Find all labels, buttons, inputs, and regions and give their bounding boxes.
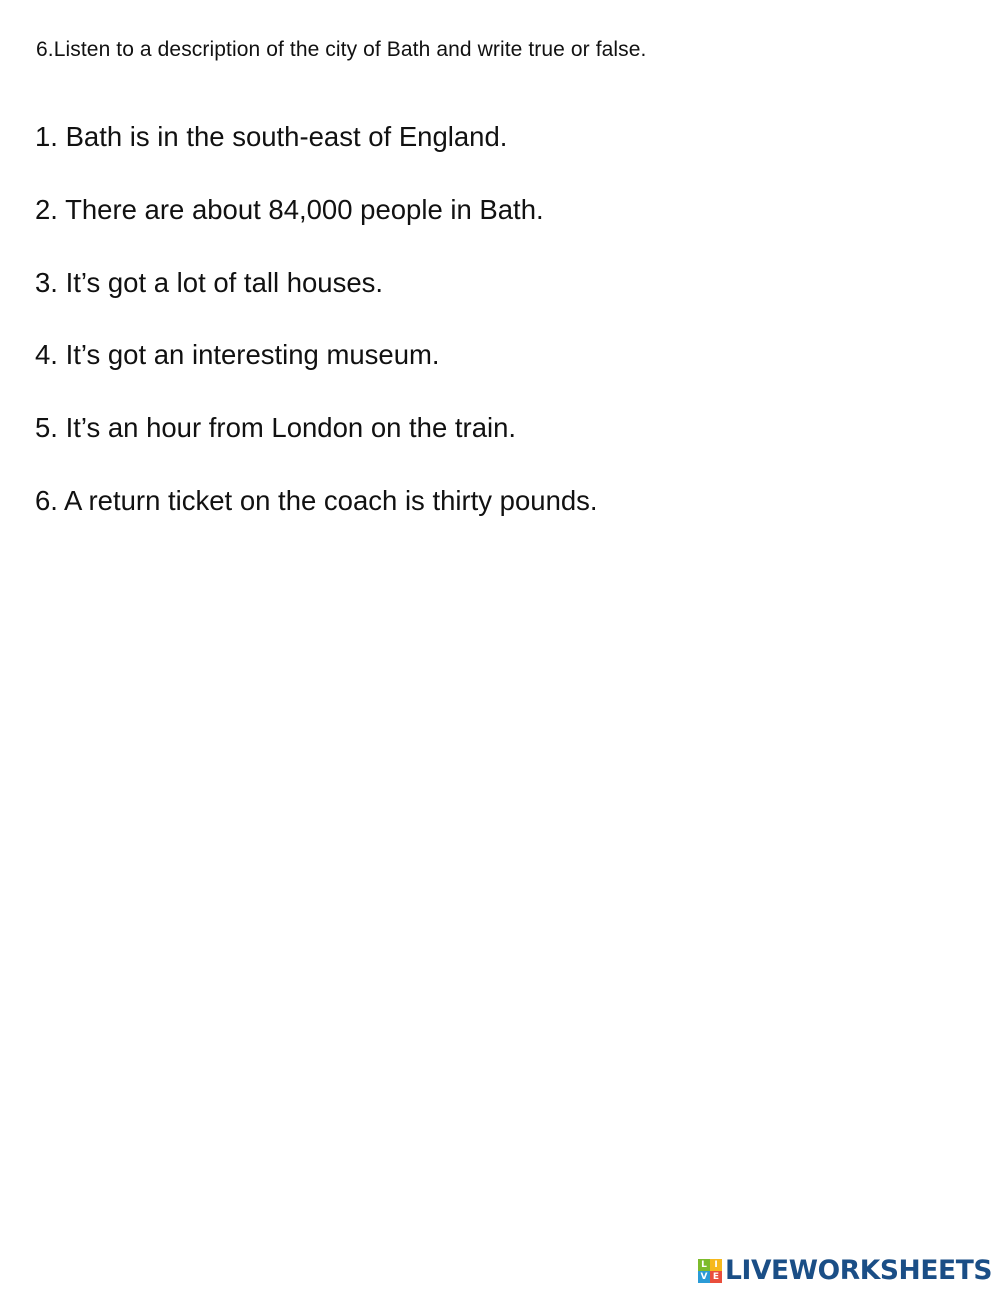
question-item-3: 3. It’s got a lot of tall houses. xyxy=(35,266,384,298)
instruction-text: 6.Listen to a description of the city of Bath and write true or false. xyxy=(36,38,647,61)
question-item-1: 1. Bath is in the south-east of England. xyxy=(35,121,508,152)
logo-mark-icon xyxy=(698,1259,722,1283)
logo-cell-l: L xyxy=(698,1259,710,1271)
logo-cell-e: E xyxy=(710,1271,722,1283)
question-item-2: 2. There are about 84,000 people in Bath. xyxy=(35,193,544,225)
liveworksheets-logo xyxy=(698,1255,992,1287)
question-item-6: 6. A return ticket on the coach is thirty pounds. xyxy=(35,484,598,516)
logo-cell-v: V xyxy=(698,1271,710,1283)
logo-text: LIVEWORKSHEETS xyxy=(725,1255,993,1286)
question-item-4: 4. It’s got an interesting museum. xyxy=(35,339,440,371)
logo-cell-i: I xyxy=(710,1259,722,1271)
question-item-5: 5. It’s an hour from London on the train. xyxy=(35,412,517,444)
question-list xyxy=(35,116,598,553)
